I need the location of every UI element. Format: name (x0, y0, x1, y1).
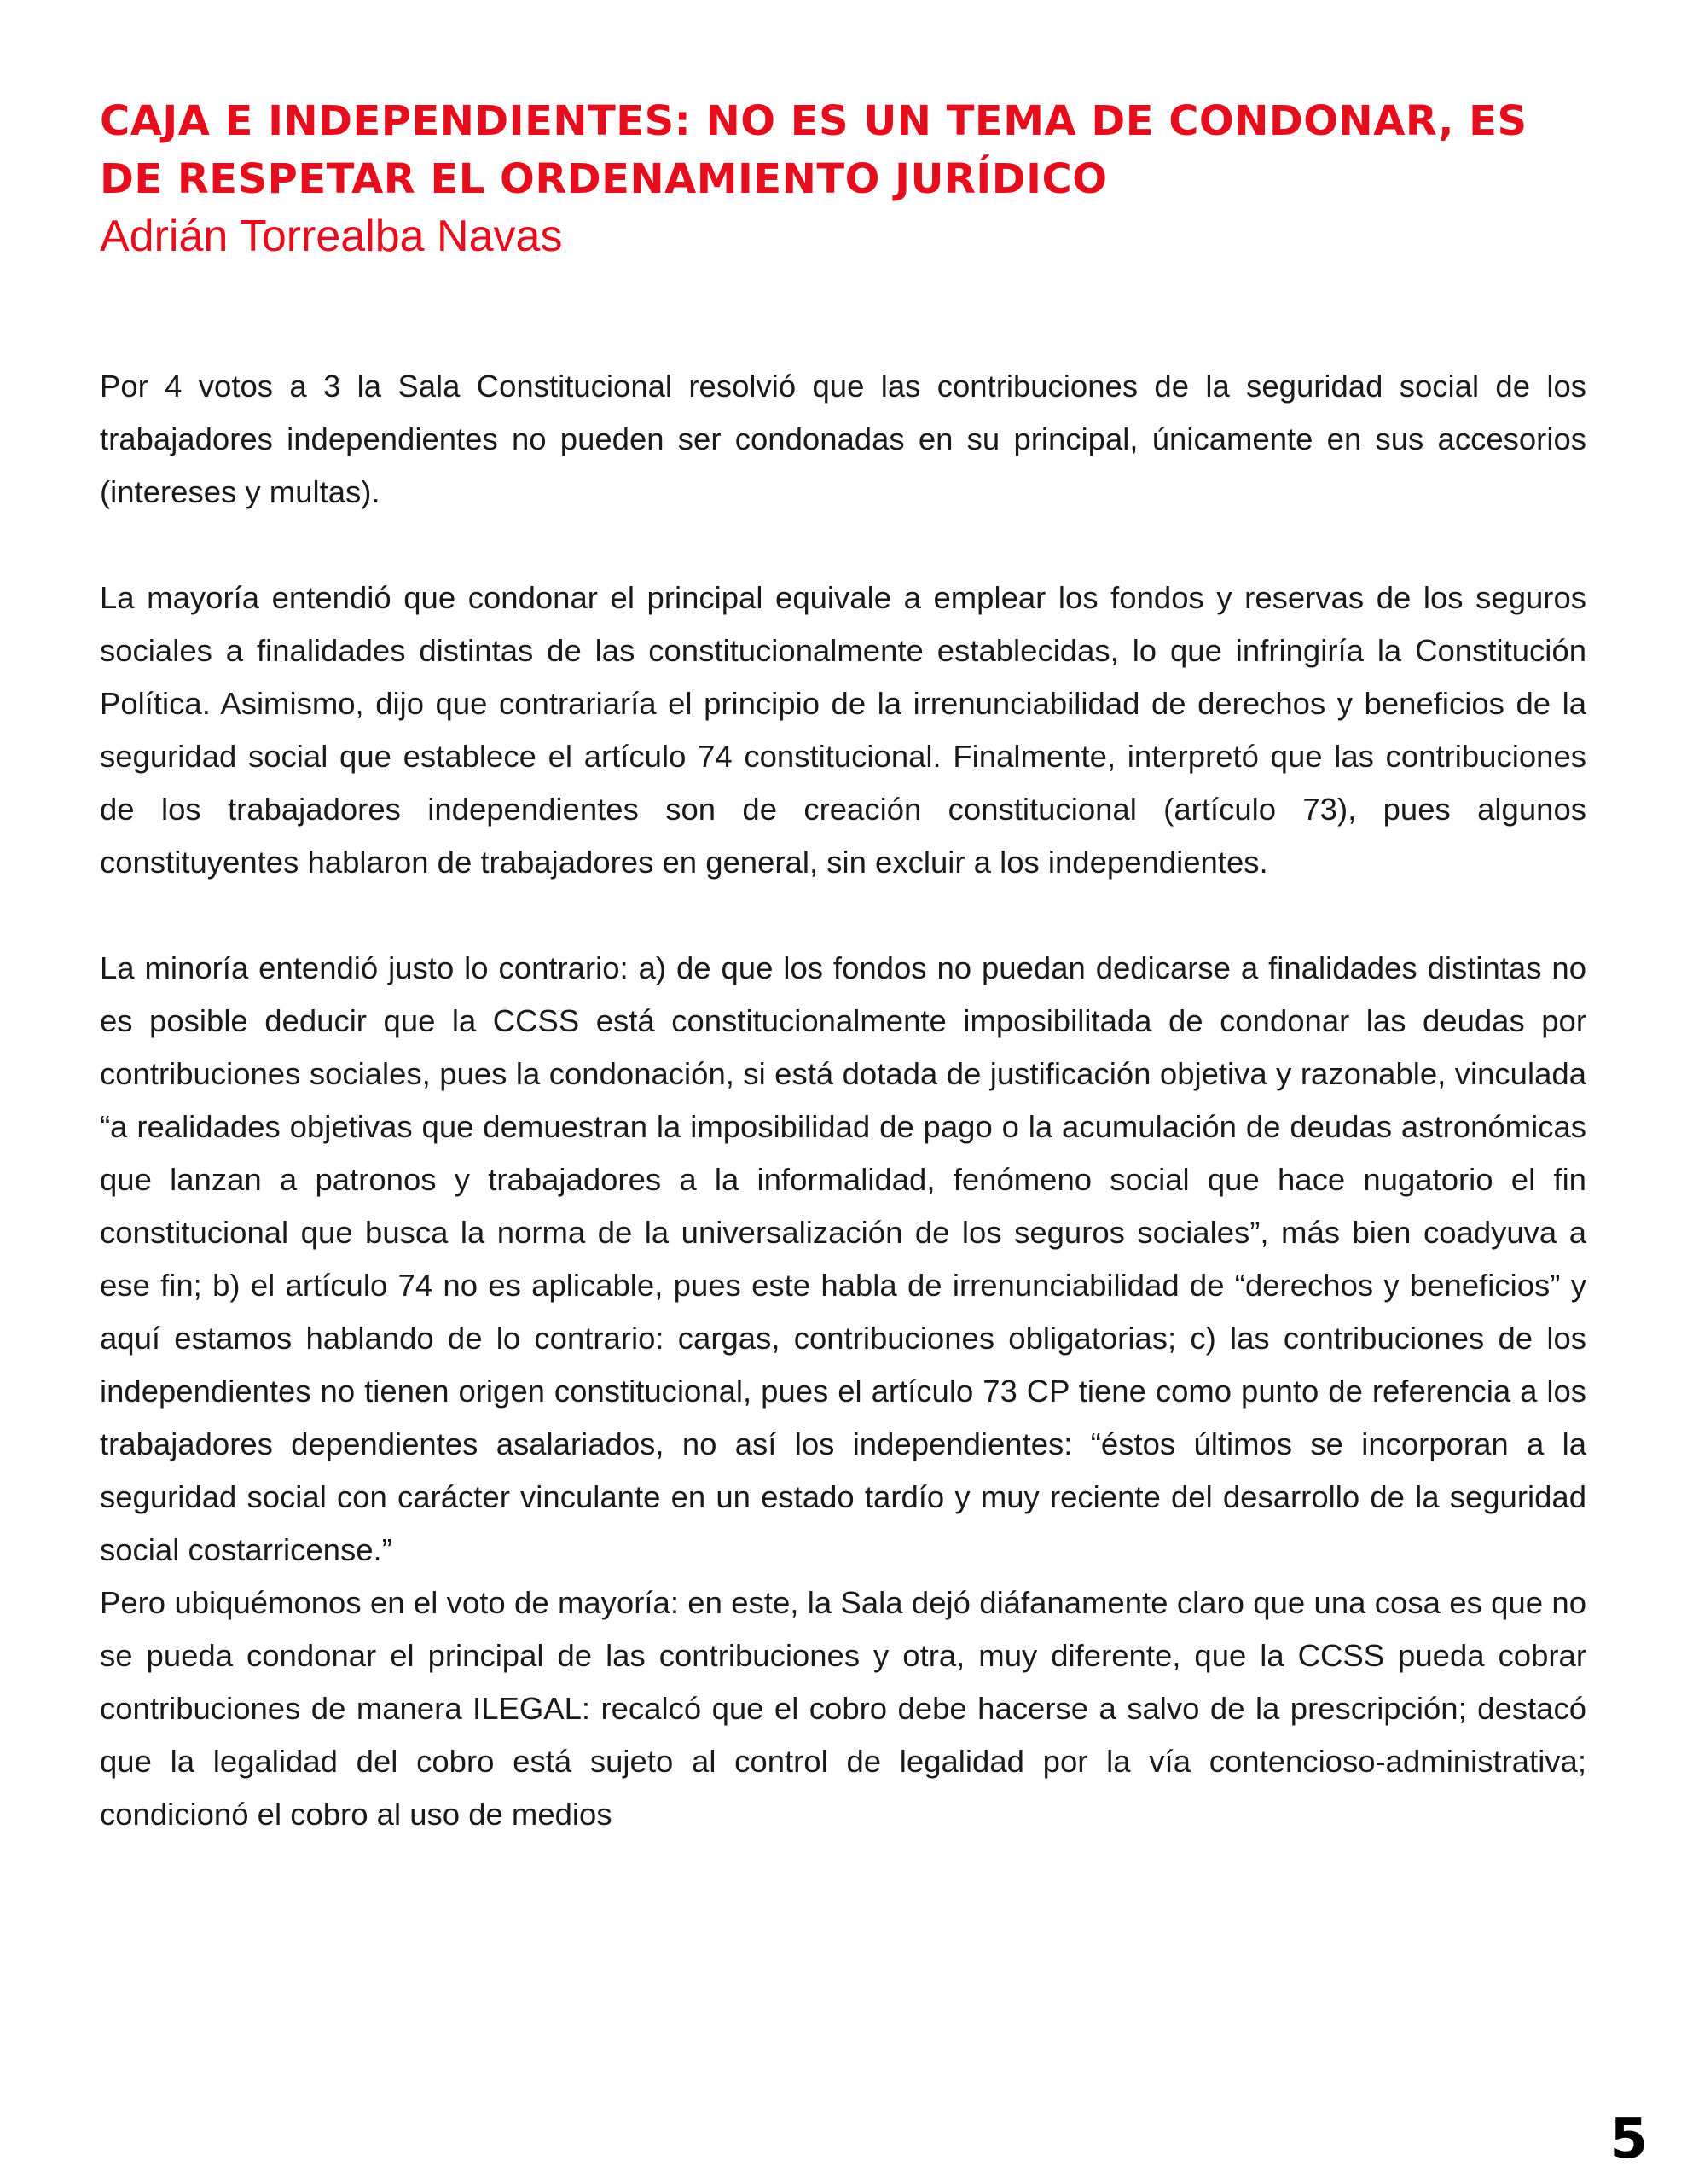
article (100, 92, 1586, 1841)
article-title: CAJA E INDEPENDIENTES: NO ES UN TEMA DE CONDONAR, ES DE RESPETAR EL ORDENAMIENTO JURÍDICO (100, 97, 1528, 203)
paragraph-intro: Por 4 votos a 3 la Sala Constitucional resolvió que las contribuciones de la seguridad social de los trabajadores independientes no pueden ser condonadas en su principal, únicamente en sus accesorios (intereses y multas). (100, 369, 1586, 509)
page-number: 5 (1609, 2108, 1648, 2171)
article-author: Adrián Torrealba Navas (100, 212, 563, 261)
article-body (100, 360, 1586, 1841)
paragraph-minority: La minoría entendió justo lo contrario: a) de que los fondos no puedan dedicarse a finalidades distintas no es posible deducir que la CCSS está constitucionalmente imposibilitada de condonar las deudas por contribuciones sociales, pues la condonación, si está dotada de justificación objetiva y razonable, vinculada “a realidades objetivas que demuestran la imposibilidad de pago o la acumulación de deudas astronómicas que lanzan a patronos y trabajadores a la informalidad, fenómeno social que hace nugatorio el fin constitucional que busca la norma de la universalización de los seguros sociales”, más bien coadyuva a ese fin; b) el artículo 74 no es aplicable, pues este habla de irrenunciabilidad de “derechos y beneficios” y aquí estamos hablando de lo contrario: cargas, contribuciones obligatorias; c) las contribuciones de los independientes no tienen origen constitucional, pues el artículo 73 CP tiene como punto de referencia a los trabajadores dependientes asalariados, no así los independientes: “éstos últimos se incorporan a la seguridad social con carácter vinculante en un estado tardío y muy reciente del desarrollo de la seguridad social costarricense.” (100, 950, 1586, 1567)
paragraph-majority-vote: Pero ubiquémonos en el voto de mayoría: en este, la Sala dejó diáfanamente claro que una cosa es que no se pueda condonar el principal de las contribuciones y otra, muy diferente, que la CCSS pueda cobrar contribuciones de manera ILEGAL: recalcó que el cobro debe hacerse a salvo de la prescripción; destacó que la legalidad del cobro está sujeto al control de legalidad por la vía contencioso-administrativa; condicionó el cobro al uso de medios (100, 1585, 1586, 1832)
paragraph-majority: La mayoría entendió que condonar el principal equivale a emplear los fondos y reservas de los seguros sociales a finalidades distintas de las constitucionalmente establecidas, lo que infringiría la Constitución Política. Asimismo, dijo que contrariaría el principio de la irrenunciabilidad de derechos y beneficios de la seguridad social que establece el artículo 74 constitucional. Finalmente, interpretó que las contribuciones de los trabajadores independientes son de creación constitucional (artículo 73), pues algunos constituyentes hablaron de trabajadores en general, sin excluir a los independientes. (100, 580, 1586, 880)
